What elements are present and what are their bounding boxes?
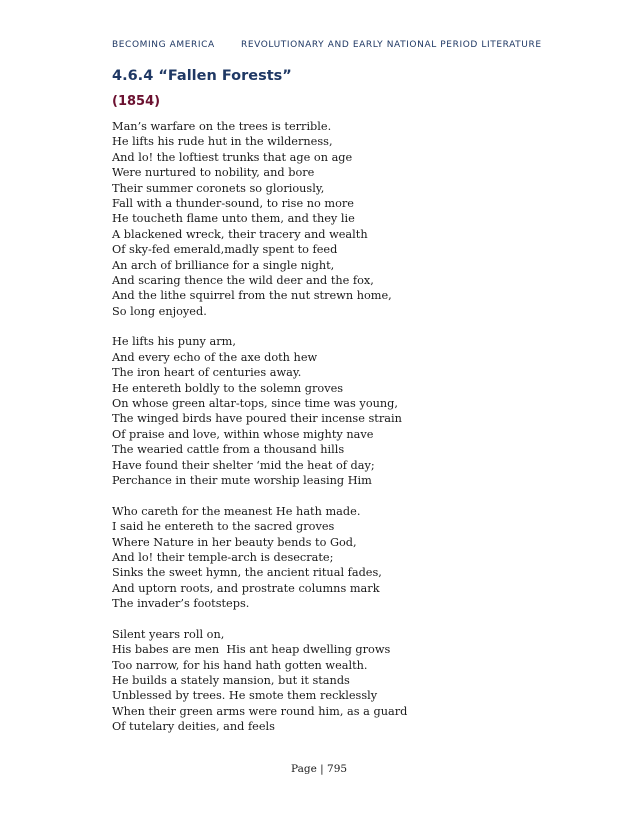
poem-line: On whose green altar-tops, since time was young, [112,397,398,411]
poem-line: Silent years roll on, [112,627,225,641]
poem-line: He toucheth flame unto them, and they lie [112,212,355,226]
poem-line: Of praise and love, within whose mighty nave [112,427,374,441]
running-header [112,40,542,50]
poem-line: His babes are men His ant heap dwelling grows [112,643,391,657]
poem-line: Too narrow, for his hand hath gotten wealth. [112,658,368,672]
poem-line: He builds a stately mansion, but it stands [112,674,350,688]
stanza-2 [112,334,407,488]
page-number: 795 [327,763,348,775]
poem-line: Who careth for the meanest He hath made. [112,504,361,518]
poem-line: He lifts his rude hut in the wilderness, [112,135,333,149]
publication-year: (1854) [112,94,161,109]
poem-line: The iron heart of centuries away. [112,366,302,380]
poem-line: Unblessed by trees. He smote them recklessly [112,689,378,703]
header-section-title: REVOLUTIONARY AND EARLY NATIONAL PERIOD LITERATURE [241,40,542,50]
poem-line: Have found their shelter ‘mid the heat of day; [112,458,375,472]
poem-line: He lifts his puny arm, [112,335,236,349]
page-label: Page [291,763,317,775]
poem-line: And lo! their temple-arch is desecrate; [112,550,334,564]
poem-line: The invader’s footsteps. [112,597,250,611]
poem-line: He entereth boldly to the solemn groves [112,381,344,395]
poem-line: A blackened wreck, their tracery and wealth [112,227,368,241]
page-footer [291,763,347,775]
poem-line: Their summer coronets so gloriously, [112,181,325,195]
stanza-4 [112,627,407,735]
poem-line: Sinks the sweet hymn, the ancient ritual fades, [112,566,382,580]
poem-line: So long enjoyed. [112,304,207,318]
poem-line: An arch of brilliance for a single night, [112,258,335,272]
poem-line: Perchance in their mute worship leasing Him [112,473,372,487]
header-book-title: BECOMING AMERICA [112,40,215,50]
poem-line: Were nurtured to nobility, and bore [112,166,315,180]
poem-line: Man’s warfare on the trees is terrible. [112,120,332,133]
footer-separator: | [320,763,324,775]
poem-line: Of sky-fed emerald,madly spent to feed [112,243,338,257]
poem-line: And every echo of the axe doth hew [112,350,318,364]
poem-line: I said he entereth to the sacred groves [112,520,335,534]
poem-line: Fall with a thunder-sound, to rise no more [112,196,354,210]
poem-line: The wearied cattle from a thousand hills [112,443,345,457]
section-title: 4.6.4 “Fallen Forests” [112,68,292,84]
poem-line: And scaring thence the wild deer and the fox, [112,273,374,287]
poem-line: And uptorn roots, and prostrate columns mark [112,581,380,595]
poem-line: The winged birds have poured their incense strain [112,412,402,426]
poem-line: Where Nature in her beauty bends to God, [112,535,357,549]
poem-body [112,119,407,750]
poem-line: Of tutelary deities, and feels [112,720,275,734]
poem-line: And lo! the loftiest trunks that age on age [112,150,353,164]
poem-line: When their green arms were round him, as a guard [112,704,408,718]
poem-line: And the lithe squirrel from the nut strewn home, [112,289,392,303]
stanza-1 [112,119,407,319]
stanza-3 [112,504,407,612]
